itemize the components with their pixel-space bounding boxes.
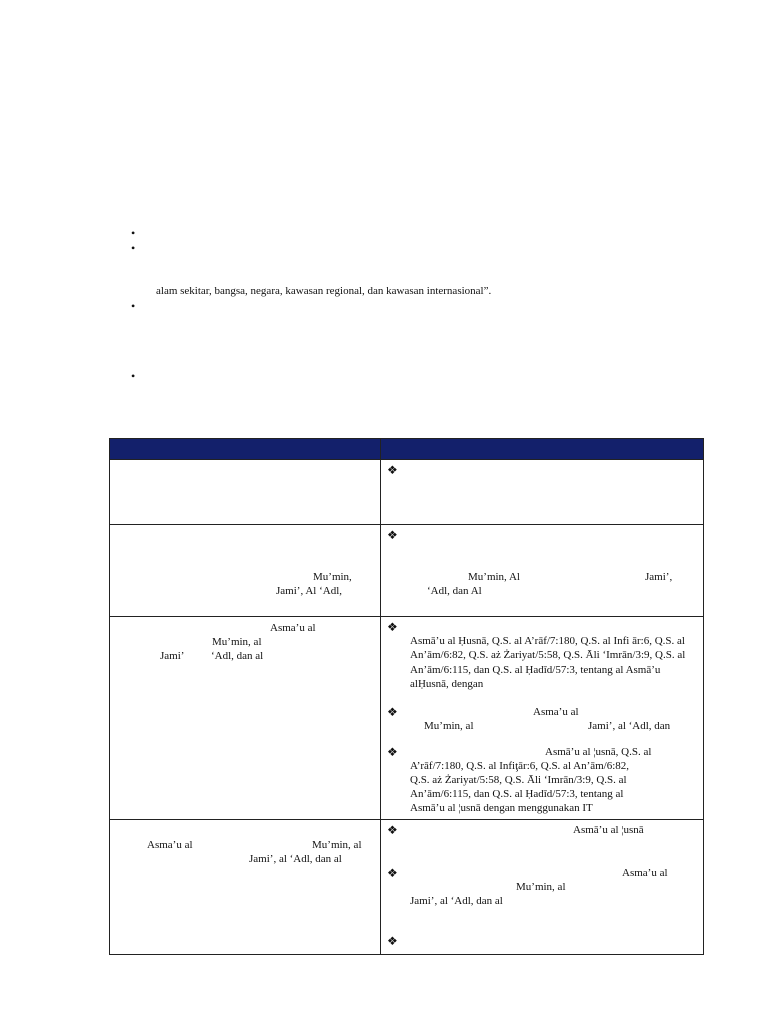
intro-text-line: alam sekitar, bangsa, negara, kawasan regional, dan kawasan internasional”.	[156, 285, 492, 297]
cell-text: Jami’,	[645, 571, 673, 583]
diamond-bullet: ❖	[387, 705, 398, 719]
cell-text: Mu’min, al	[312, 839, 362, 851]
table-header-row	[110, 439, 704, 460]
row-3-left	[110, 617, 381, 820]
bullet-1: •	[131, 226, 136, 240]
row-4-left	[110, 820, 381, 955]
table-row	[110, 460, 704, 525]
cell-paragraph: Asmā’u al Ḥusnā, Q.S. al A’rāf/7:180, Q.S. al Infi ār:6, Q.S. al An’ām/6:82, Q.S. aż Żariyat/5:58, Q.S. Āli ‘Imrān/3:9, Q.S. al An’ām/6:115, dan Q.S. al Ḥadīd/57:3, tentang al Asmā’u alḤusnā, dengan	[410, 635, 686, 690]
header-cell-right	[381, 439, 704, 460]
cell-text: Jami’, Al ‘Adl,	[276, 585, 342, 597]
cell-text: Asmā’u al ¦usnā dengan menggunakan IT	[410, 802, 593, 814]
cell-text: Jami’, al ‘Adl, dan al	[249, 853, 342, 865]
cell-text: A’rāf/7:180, Q.S. al Infiţār:6, Q.S. al An’ām/6:82,	[410, 760, 630, 772]
table-row	[110, 525, 704, 617]
cell-text: Asma’u al	[270, 622, 316, 634]
diamond-bullet: ❖	[387, 463, 398, 477]
cell-text: Asma’u al	[622, 867, 668, 879]
competency-table	[109, 438, 704, 955]
cell-text: Jami’, al ‘Adl, dan al	[410, 895, 503, 907]
cell-text: Asma’u al	[147, 839, 193, 851]
diamond-bullet: ❖	[387, 866, 398, 880]
cell-text: Mu’min, al	[212, 636, 262, 648]
cell-text: Mu’min,	[313, 571, 352, 583]
cell-text: Q.S. aż Żariyat/5:58, Q.S. Āli ‘Imrān/3:9, Q.S. al	[410, 774, 627, 786]
cell-text: Jami’, al ‘Adl, dan	[588, 720, 671, 732]
diamond-bullet: ❖	[387, 934, 398, 948]
header-cell-left	[110, 439, 381, 460]
cell-text: ‘Adl, dan al	[211, 650, 264, 662]
cell-text: Jami’	[160, 650, 185, 662]
cell-text: Mu’min, al	[516, 881, 566, 893]
bullet-2: •	[131, 241, 136, 255]
cell-text: An’ām/6:115, dan Q.S. al Ḥadīd/57:3, tentang al	[410, 788, 624, 800]
cell-text: Mu’min, al	[424, 720, 474, 732]
cell-text: Mu’min, Al	[468, 571, 520, 583]
row-4-right	[381, 820, 704, 955]
diamond-bullet: ❖	[387, 528, 398, 542]
cell-text: ‘Adl, dan Al	[427, 585, 482, 597]
row-2-right	[381, 525, 704, 617]
table-row	[110, 820, 704, 955]
table-row	[110, 617, 704, 820]
row-2-left	[110, 525, 381, 617]
row-1-left	[110, 460, 381, 525]
cell-text: Asma’u al	[533, 706, 579, 718]
row-1-right	[381, 460, 704, 525]
bullet-3: •	[131, 299, 136, 313]
diamond-bullet: ❖	[387, 620, 398, 634]
cell-text: Asmā’u al ¦usnā, Q.S. al	[545, 746, 652, 758]
row-3-right	[381, 617, 704, 820]
diamond-bullet: ❖	[387, 823, 398, 837]
bullet-4: •	[131, 369, 136, 383]
diamond-bullet: ❖	[387, 745, 398, 759]
cell-text: Asmā’u al ¦usnā	[573, 824, 644, 836]
